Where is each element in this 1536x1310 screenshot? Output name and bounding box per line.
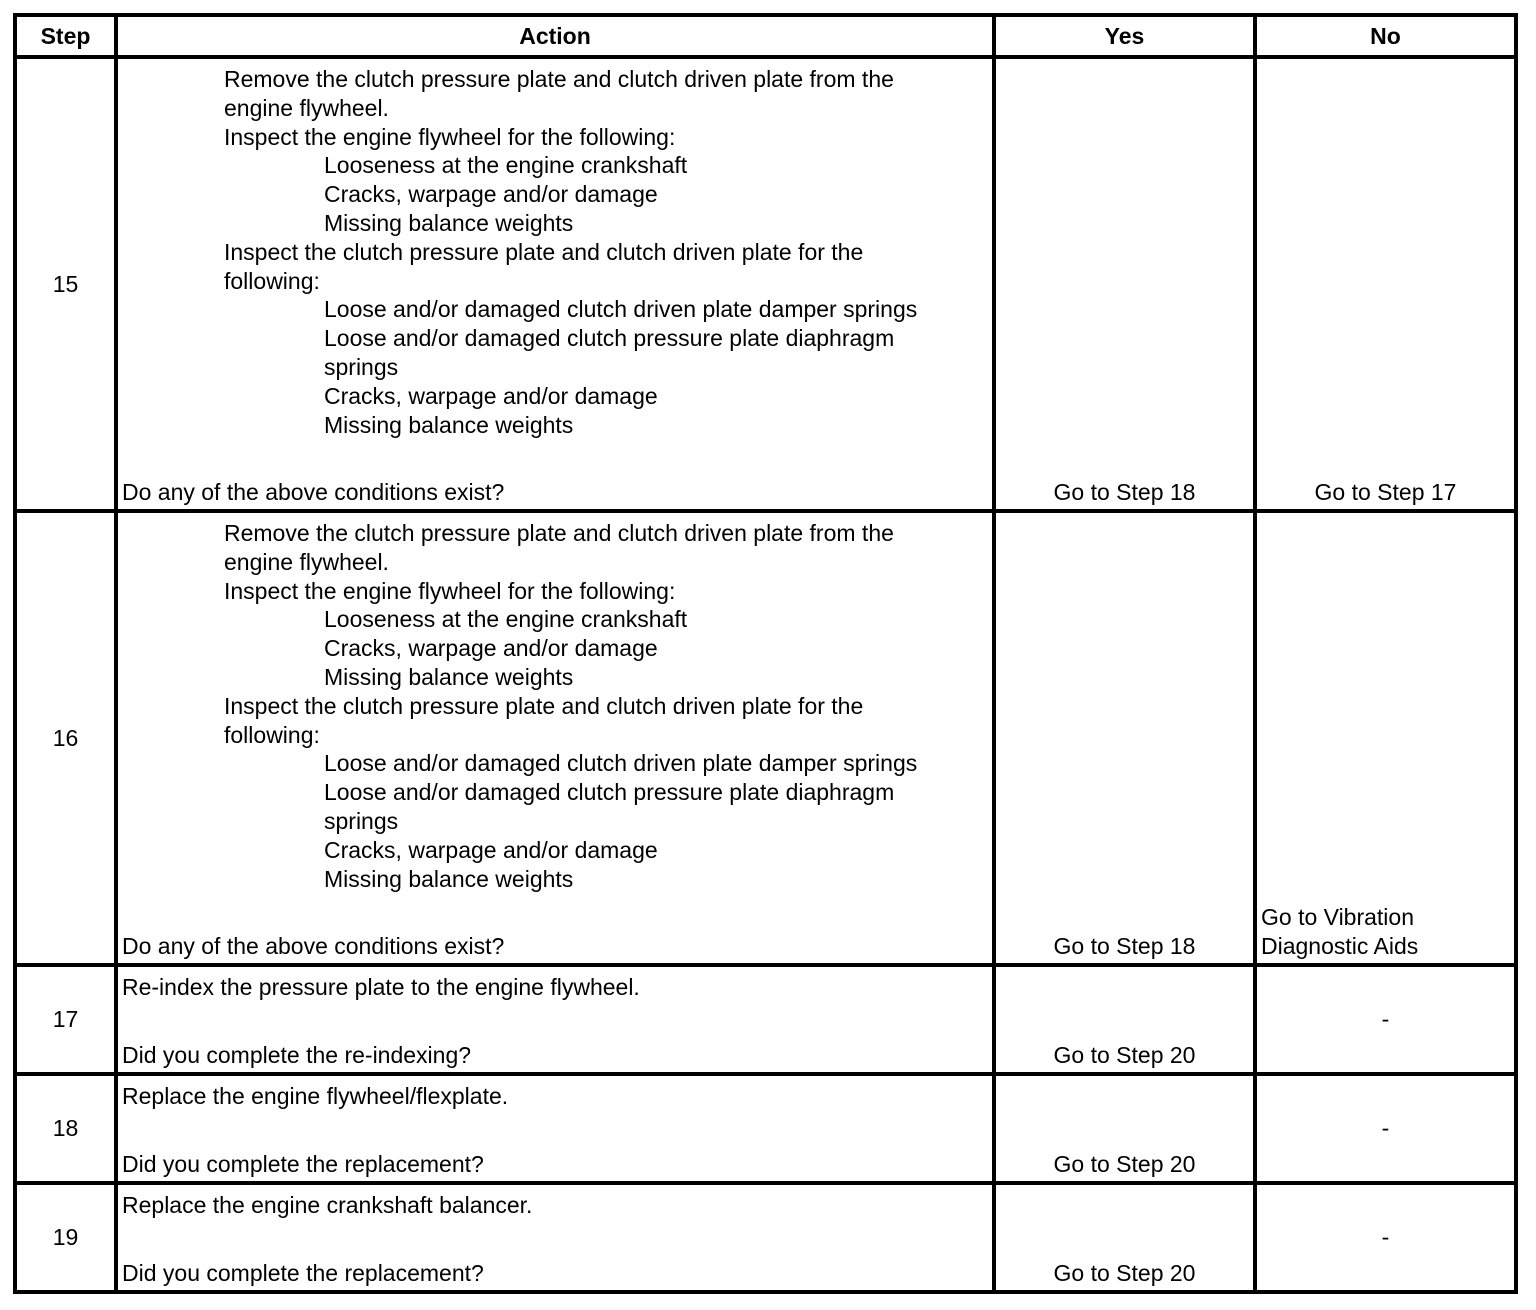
yes-cell	[994, 965, 1255, 1074]
action-line: Missing balance weights	[324, 663, 574, 690]
step-number: 19	[15, 1183, 116, 1292]
table-row	[15, 1183, 1516, 1292]
action-text: Re-index the pressure plate to the engine flywheel.	[122, 974, 640, 1000]
action-line: engine flywheel.	[224, 548, 389, 575]
action-line: Inspect the clutch pressure plate and clutch driven plate for the	[224, 692, 864, 719]
action-line: Loose and/or damaged clutch driven plate damper springs	[324, 750, 918, 777]
action-question: Did you complete the replacement?	[122, 1151, 484, 1178]
header-yes: Yes	[994, 15, 1255, 57]
action-line: Cracks, warpage and/or damage	[324, 836, 658, 863]
action-line: Cracks, warpage and/or damage	[324, 635, 658, 662]
action-line: Inspect the engine flywheel for the following:	[224, 123, 676, 150]
no-cell	[1255, 57, 1516, 511]
action-line: Cracks, warpage and/or damage	[324, 181, 658, 208]
action-question: Did you complete the re-indexing?	[122, 1042, 472, 1069]
action-line: Missing balance weights	[324, 411, 574, 438]
header-action: Action	[116, 15, 994, 57]
no-cell: -	[1255, 965, 1516, 1074]
step-number: 15	[15, 57, 116, 511]
action-line: Remove the clutch pressure plate and clutch driven plate from the	[224, 66, 894, 92]
step-number: 17	[15, 965, 116, 1074]
yes-cell	[994, 57, 1255, 511]
header-row	[15, 15, 1516, 57]
no-cell: -	[1255, 1183, 1516, 1292]
yes-result: Go to Step 18	[1053, 479, 1196, 506]
action-line: following:	[224, 267, 320, 294]
action-line: Remove the clutch pressure plate and clutch driven plate from the	[224, 520, 894, 546]
action-cell	[116, 57, 994, 511]
action-lines	[118, 513, 992, 899]
yes-cell	[994, 1183, 1255, 1292]
action-question: Do any of the above conditions exist?	[122, 933, 505, 960]
step-number: 18	[15, 1074, 116, 1183]
table-row	[15, 511, 1516, 965]
action-line: Looseness at the engine crankshaft	[324, 606, 688, 633]
yes-result: Go to Step 18	[1053, 933, 1196, 960]
no-result: Go to Step 17	[1314, 479, 1457, 506]
step-number: 16	[15, 511, 116, 965]
action-question: Do any of the above conditions exist?	[122, 479, 505, 506]
no-cell: -	[1255, 1074, 1516, 1183]
action-line: Inspect the engine flywheel for the following:	[224, 577, 676, 604]
table-row	[15, 965, 1516, 1074]
action-line: springs	[324, 807, 399, 834]
action-lines	[118, 59, 992, 445]
yes-cell	[994, 1074, 1255, 1183]
action-line: Missing balance weights	[324, 865, 574, 892]
yes-cell	[994, 511, 1255, 965]
action-question: Did you complete the replacement?	[122, 1260, 484, 1287]
table-row	[15, 57, 1516, 511]
header-step: Step	[15, 15, 116, 57]
action-text: Replace the engine flywheel/flexplate.	[122, 1083, 509, 1109]
action-line: Missing balance weights	[324, 209, 574, 236]
action-line: Looseness at the engine crankshaft	[324, 152, 688, 179]
yes-result: Go to Step 20	[1053, 1042, 1196, 1069]
action-line: Loose and/or damaged clutch driven plate damper springs	[324, 296, 918, 323]
yes-result: Go to Step 20	[1053, 1260, 1196, 1287]
action-line: Loose and/or damaged clutch pressure plate diaphragm	[324, 325, 895, 352]
action-cell	[116, 965, 994, 1074]
action-cell	[116, 1074, 994, 1183]
table-row	[15, 1074, 1516, 1183]
action-line: following:	[224, 721, 320, 748]
action-line: Loose and/or damaged clutch pressure plate diaphragm	[324, 779, 895, 806]
action-line: Cracks, warpage and/or damage	[324, 382, 658, 409]
action-cell	[116, 1183, 994, 1292]
action-text: Replace the engine crankshaft balancer.	[122, 1192, 533, 1218]
yes-result: Go to Step 20	[1053, 1151, 1196, 1178]
no-cell	[1255, 511, 1516, 965]
action-line: engine flywheel.	[224, 94, 389, 121]
action-cell	[116, 511, 994, 965]
no-result-line: Go to Vibration	[1261, 904, 1415, 931]
no-result-line: Diagnostic Aids	[1261, 933, 1419, 960]
diagnostic-table	[13, 13, 1518, 1294]
action-line: springs	[324, 353, 399, 380]
action-line: Inspect the clutch pressure plate and clutch driven plate for the	[224, 238, 864, 265]
header-no: No	[1255, 15, 1516, 57]
